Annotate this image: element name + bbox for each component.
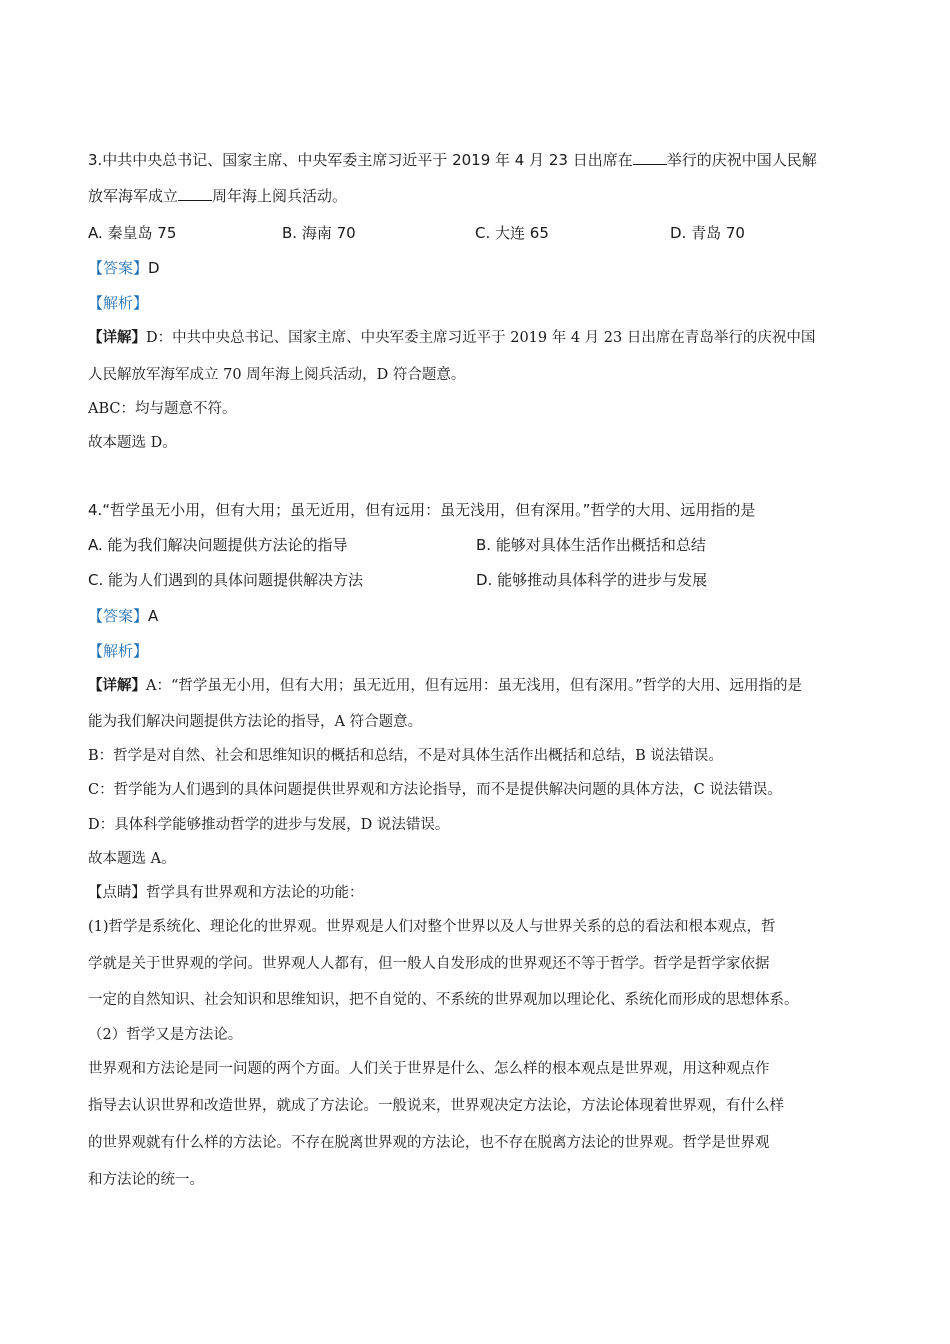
q3-stem-line-2 [88, 186, 878, 206]
q3-stem-text-1a: 3.中共中央总书记、国家主席、中央军委主席习近平于 2019 年 4 月 23 日出席在 [88, 151, 633, 169]
q3-detail-tag: 【详解】 [88, 329, 146, 346]
q3-stem-text-2b: 周年海上阅兵活动。 [212, 187, 348, 205]
q4-tip-line-4: （2）哲学又是方法论。 [88, 1027, 243, 1043]
q4-tip-line-5: 世界观和方法论是同一问题的两个方面。人们关于世界是什么、怎么样的根本观点是世界观，用这种观点作 [88, 1061, 770, 1077]
q4-detail-line-1 [88, 676, 878, 696]
q3-stem-text-2a: 放军海军成立 [88, 187, 179, 205]
q4-detail-line-4: C：哲学能为人们遇到的具体问题提供世界观和方法论指导，而不是提供解决问题的具体方法，C 说法错误。 [88, 782, 782, 798]
q4-detail-line-5: D：具体科学能够推动哲学的进步与发展，D 说法错误。 [88, 817, 450, 833]
q3-answer-line [88, 258, 878, 279]
q4-tip-line-head [88, 883, 878, 903]
q3-analysis-tag: 【解析】 [88, 294, 149, 312]
q4-tip-tag: 【点睛】 [88, 885, 146, 901]
q3-detail-line-2: 人民解放军海军成立 70 周年海上阅兵活动，D 符合题意。 [88, 367, 466, 383]
q4-detail-line-6: 故本题选 A。 [88, 851, 176, 867]
q4-tip-line-7: 的世界观就有什么样的方法论。不存在脱离世界观的方法论，也不存在脱离方法论的世界观。哲学是世界观 [88, 1135, 770, 1151]
q4-tip-line-1: (1)哲学是系统化、理论化的世界观。世界观是人们对整个世界以及人与世界关系的总的看法和根本观点，哲 [88, 919, 776, 935]
q4-option-a: A. 能为我们解决问题提供方法论的指导 [88, 536, 348, 554]
q4-answer-tag: 【答案】 [88, 607, 149, 625]
q4-option-d: D. 能够推动具体科学的进步与发展 [476, 571, 708, 589]
q4-answer-value: A [148, 607, 159, 625]
q4-analysis-line [88, 641, 878, 662]
q3-option-c: C. 大连 65 [475, 224, 549, 242]
q4-tip-line-6: 指导去认识世界和改造世界，就成了方法论。一般说来，世界观决定方法论，方法论体现着世界观，有什么样 [88, 1098, 784, 1114]
q3-option-d: D. 青岛 70 [670, 224, 745, 242]
q3-detail-line-1 [88, 328, 878, 348]
q4-option-c: C. 能为人们遇到的具体问题提供解决方法 [88, 571, 364, 589]
q3-detail-text-1: D：中共中央总书记、国家主席、中央军委主席习近平于 2019 年 4 月 23 日出席在青岛举行的庆祝中国 [146, 330, 816, 346]
q3-blank-2 [178, 186, 212, 201]
q4-stem: 4.“哲学虽无小用，但有大用；虽无近用，但有远用：虽无浅用，但有深用。”哲学的大用、远用指的是 [88, 501, 756, 519]
q4-tip-head: 哲学具有世界观和方法论的功能： [146, 885, 364, 901]
q4-detail-line-2: 能为我们解决问题提供方法论的指导，A 符合题意。 [88, 714, 423, 730]
q4-tip-line-8: 和方法论的统一。 [88, 1172, 204, 1188]
q4-tip-line-2: 学就是关于世界观的学问。世界观人人都有，但一般人自发形成的世界观还不等于哲学。哲学是哲学家依据 [88, 956, 770, 972]
q3-answer-tag: 【答案】 [88, 259, 149, 277]
q4-detail-text-1: A：“哲学虽无小用，但有大用；虽无近用，但有远用：虽无浅用，但有深用。”哲学的大用、远用指的是 [146, 678, 803, 694]
q3-stem-line-1 [88, 150, 878, 170]
q3-blank-1 [633, 150, 667, 165]
q4-tip-line-3: 一定的自然知识、社会知识和思维知识，把不自觉的、不系统的世界观加以理论化、系统化而形成的思想体系。 [88, 992, 799, 1008]
q3-detail-line-4: 故本题选 D。 [88, 435, 177, 451]
q4-answer-line [88, 606, 878, 627]
q3-answer-value: D [148, 259, 160, 277]
q3-option-a: A. 秦皇岛 75 [88, 224, 177, 242]
q3-detail-line-3: ABC：均与题意不符。 [88, 401, 237, 417]
q4-analysis-tag: 【解析】 [88, 642, 149, 660]
q4-option-b: B. 能够对具体生活作出概括和总结 [476, 536, 706, 554]
q3-option-b: B. 海南 70 [282, 224, 356, 242]
q4-detail-line-3: B：哲学是对自然、社会和思维知识的概括和总结，不是对具体生活作出概括和总结，B 说法错误。 [88, 748, 723, 764]
q4-detail-tag: 【详解】 [88, 677, 146, 694]
q3-analysis-line [88, 293, 878, 314]
q3-stem-text-1b: 举行的庆祝中国人民解 [666, 151, 817, 169]
